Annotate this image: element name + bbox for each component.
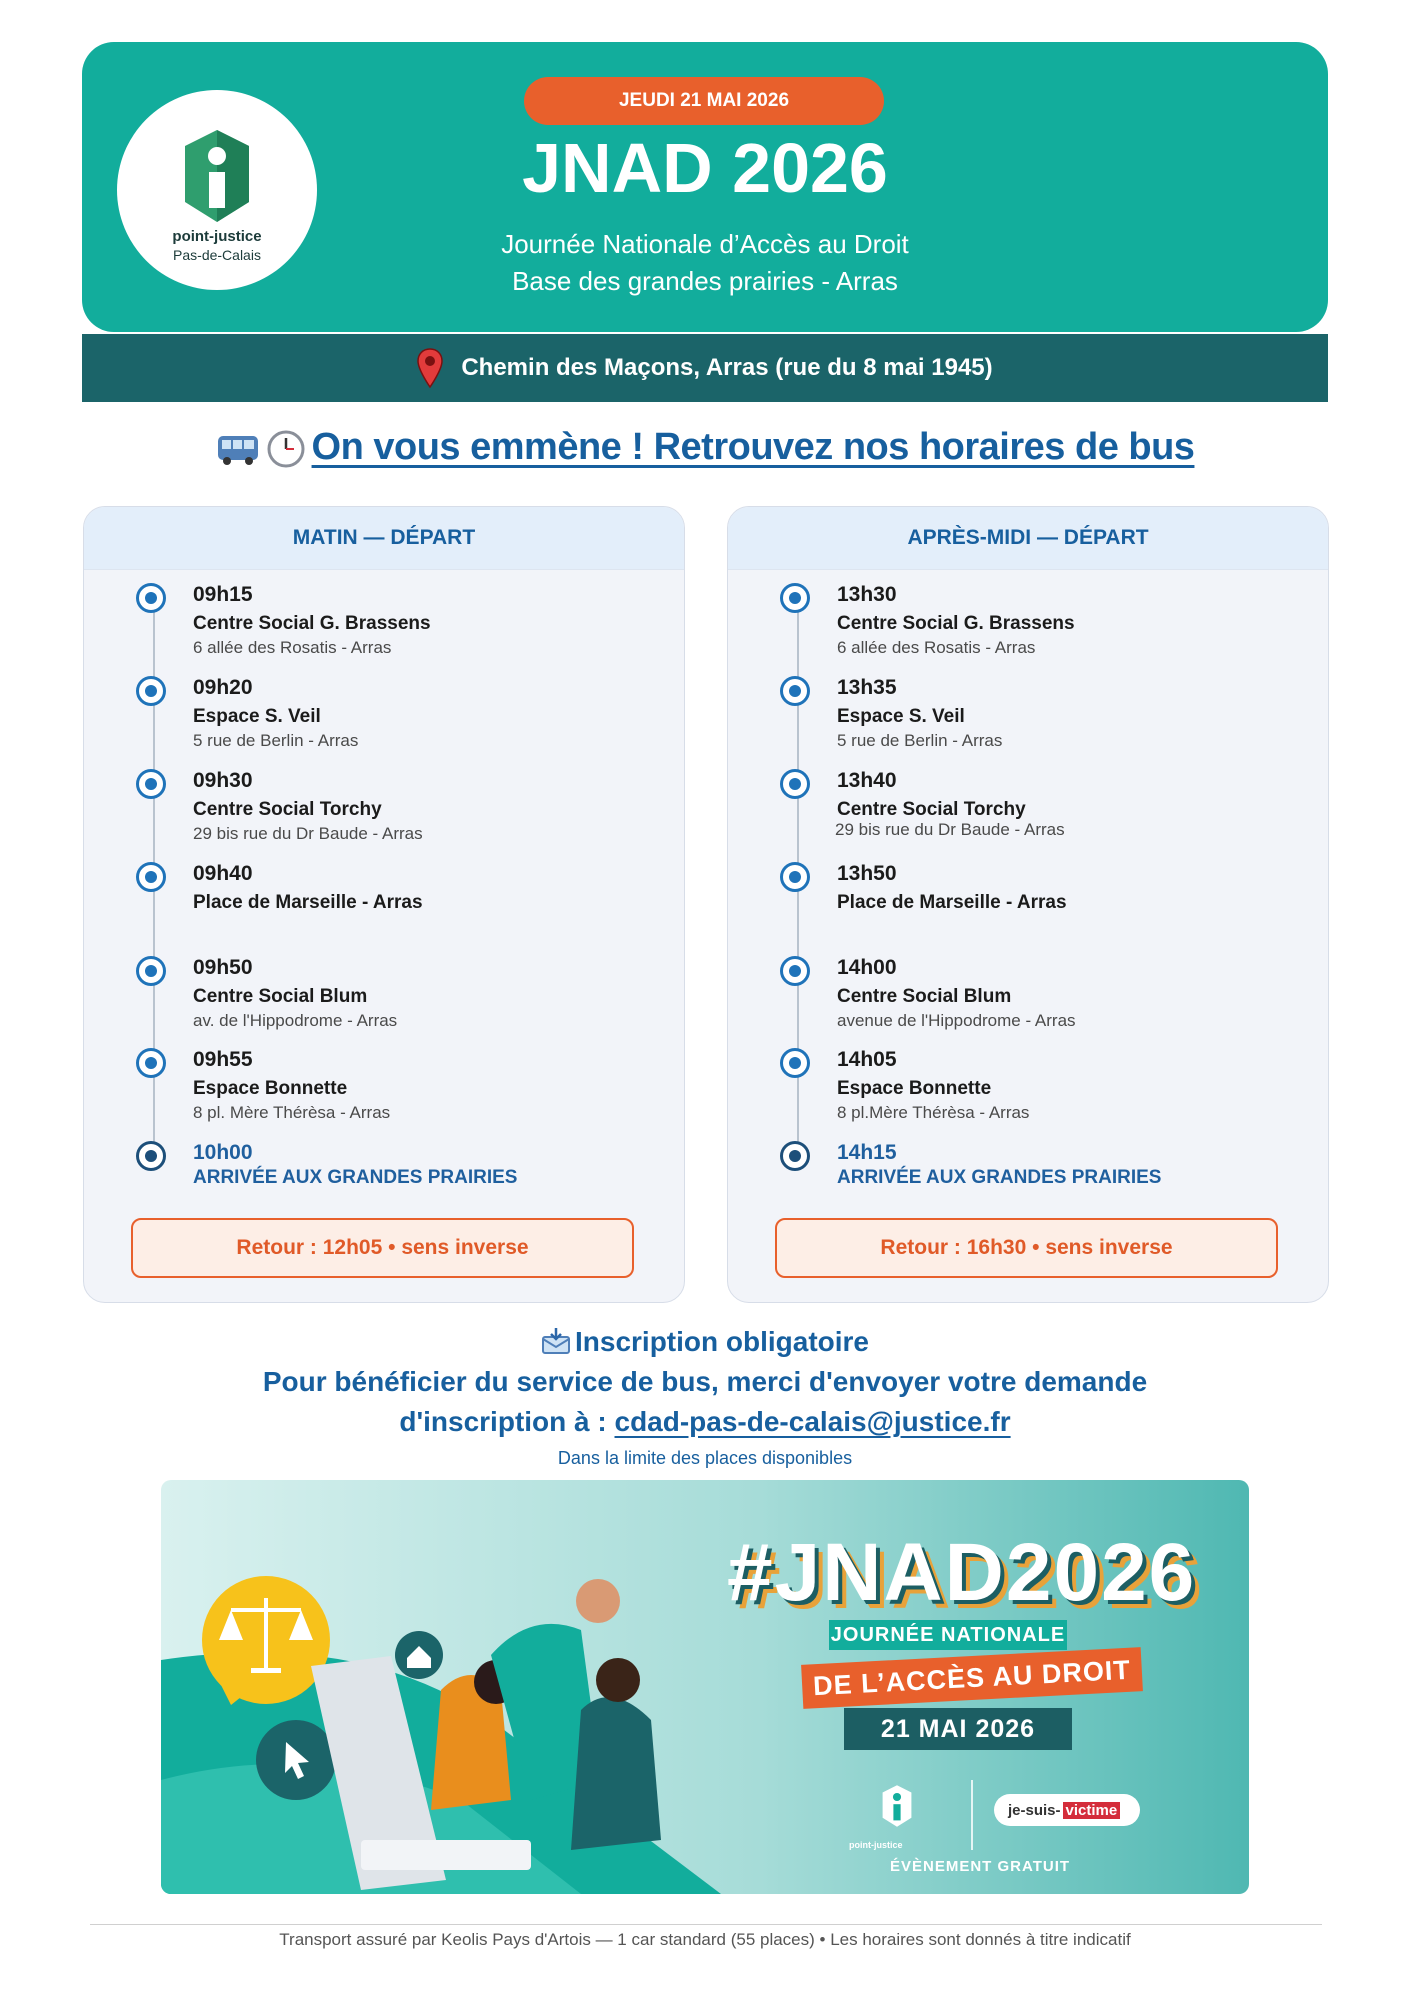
timeline-dot-icon <box>780 676 810 706</box>
timeline-dot-icon <box>780 862 810 892</box>
afternoon-schedule-header: APRÈS-MIDI — DÉPART <box>728 507 1328 570</box>
banner-free-event: ÉVÈNEMENT GRATUIT <box>890 1858 1071 1875</box>
timeline-dot-icon <box>780 583 810 613</box>
stop-address: 29 bis rue du Dr Baude - Arras <box>193 824 423 843</box>
stop-time: 13h35 <box>837 676 897 699</box>
home-icon <box>395 1631 443 1679</box>
banner-partner-point-justice: point-justice <box>849 1840 903 1850</box>
stop-address: 8 pl.Mère Thérèsa - Arras <box>837 1103 1030 1122</box>
inscription-prefix: d'inscription à : <box>399 1406 615 1437</box>
timeline-dot-icon <box>780 956 810 986</box>
stop-address: 8 pl. Mère Thérèsa - Arras <box>193 1103 391 1122</box>
afternoon-schedule-card <box>727 506 1329 1303</box>
timeline-dot-icon <box>136 956 166 986</box>
inscription-email-link[interactable]: cdad-pas-de-calais@justice.fr <box>614 1406 1011 1437</box>
address-bar <box>82 334 1328 402</box>
stop-name: ARRIVÉE AUX GRANDES PRAIRIES <box>193 1167 518 1188</box>
timeline-dot-icon <box>136 1141 166 1171</box>
stop-time: 10h00 <box>193 1141 253 1164</box>
event-date-badge: JEUDI 21 MAI 2026 <box>524 77 884 125</box>
timeline-dot-icon <box>136 583 166 613</box>
stop-name: Centre Social G. Brassens <box>193 613 431 634</box>
banner-hashtag: #JNAD2026 <box>727 1527 1197 1618</box>
cursor-icon <box>256 1720 336 1800</box>
return-info: Retour : 16h30 • sens inverse <box>775 1218 1278 1278</box>
banner-line-1: JOURNÉE NATIONALE <box>829 1620 1067 1650</box>
stop-address: 6 allée des Rosatis - Arras <box>837 638 1036 657</box>
stop-name: Centre Social Blum <box>193 986 368 1007</box>
timeline-dot-icon <box>780 1141 810 1171</box>
stop-address: av. de l'Hippodrome - Arras <box>193 1011 398 1030</box>
stop-time: 13h40 <box>837 769 897 792</box>
stop-time: 09h40 <box>193 862 253 885</box>
stop-address: 5 rue de Berlin - Arras <box>193 731 359 750</box>
banner-line-2: DE L’ACCÈS AU DROIT <box>801 1647 1143 1709</box>
inscription-heading <box>0 1326 1410 1358</box>
inscription-text-2 <box>0 1406 1410 1438</box>
stop-address: avenue de l'Hippodrome - Arras <box>837 1011 1076 1030</box>
stop-address: 6 allée des Rosatis - Arras <box>193 638 392 657</box>
stop-time: 14h15 <box>837 1141 897 1164</box>
stop-name: Place de Marseille - Arras <box>837 892 1067 913</box>
scales-icon <box>202 1576 330 1705</box>
stop-name: Place de Marseille - Arras <box>193 892 423 913</box>
envelope-inbox-icon <box>541 1327 571 1355</box>
timeline-dot-icon <box>136 1048 166 1078</box>
morning-schedule-card <box>83 506 685 1303</box>
stop-time: 13h30 <box>837 583 897 606</box>
inscription-title: Inscription obligatoire <box>574 1326 869 1357</box>
stop-name: Espace S. Veil <box>837 706 965 727</box>
stop-name: Espace Bonnette <box>193 1078 348 1099</box>
inscription-note: Dans la limite des places disponibles <box>557 1448 853 1468</box>
address-text: Chemin des Maçons, Arras (rue du 8 mai 1945) <box>461 354 993 381</box>
stop-time: 14h00 <box>837 956 897 979</box>
stop-time: 09h20 <box>193 676 253 699</box>
event-subtitle: Journée Nationale d’Accès au Droit <box>501 229 909 259</box>
map-pin-icon <box>417 348 443 388</box>
bus-schedule-heading <box>0 426 1410 469</box>
banner-date: 21 MAI 2026 <box>844 1708 1072 1750</box>
inscription-text-1: Pour bénéficier du service de bus, merci d'envoyer votre demande <box>262 1366 1148 1397</box>
event-title: JNAD 2026 <box>522 129 888 207</box>
stop-name: Espace Bonnette <box>837 1078 992 1099</box>
stop-name: Centre Social Blum <box>837 986 1012 1007</box>
banner-divider <box>971 1780 973 1850</box>
stop-name: ARRIVÉE AUX GRANDES PRAIRIES <box>837 1167 1162 1188</box>
stop-address: 5 rue de Berlin - Arras <box>837 731 1003 750</box>
timeline-dot-icon <box>780 769 810 799</box>
point-justice-logo <box>117 90 317 290</box>
stop-address: 29 bis rue du Dr Baude - Arras <box>835 820 1065 839</box>
stop-time: 09h15 <box>193 583 253 606</box>
stop-time: 14h05 <box>837 1048 897 1071</box>
timeline-dot-icon <box>136 676 166 706</box>
jnad-banner <box>161 1480 1249 1894</box>
stop-time: 09h50 <box>193 956 253 979</box>
bus-icon <box>216 432 260 466</box>
banner-illustration <box>161 1480 721 1894</box>
timeline-dot-icon <box>136 769 166 799</box>
footer-note: Transport assuré par Keolis Pays d'Artois — 1 car standard (55 places) • Les horaires sont donnés à titre indicatif <box>279 1930 1131 1949</box>
point-justice-icon <box>177 128 257 224</box>
banner-partner-victime <box>994 1794 1140 1826</box>
stop-time: 09h55 <box>193 1048 253 1071</box>
partner-suffix: victime <box>1063 1802 1121 1819</box>
footer-divider <box>90 1924 1322 1925</box>
morning-schedule-header: MATIN — DÉPART <box>84 507 684 570</box>
event-venue: Base des grandes prairies - Arras <box>512 266 898 296</box>
timeline-dot-icon <box>136 862 166 892</box>
clock-icon <box>266 429 306 469</box>
stop-time: 13h50 <box>837 862 897 885</box>
stop-time: 09h30 <box>193 769 253 792</box>
logo-region: Pas-de-Calais <box>173 247 261 263</box>
stop-name: Centre Social Torchy <box>193 799 382 820</box>
timeline-dot-icon <box>780 1048 810 1078</box>
partner-prefix: je-suis- <box>1008 1801 1061 1819</box>
point-justice-icon <box>879 1784 915 1828</box>
stop-name: Espace S. Veil <box>193 706 321 727</box>
return-info: Retour : 12h05 • sens inverse <box>131 1218 634 1278</box>
bus-schedule-title: On vous emmène ! Retrouvez nos horaires de bus <box>311 426 1195 468</box>
stop-name: Centre Social G. Brassens <box>837 613 1075 634</box>
stop-name: Centre Social Torchy <box>837 799 1026 820</box>
logo-name: point-justice <box>172 228 262 245</box>
